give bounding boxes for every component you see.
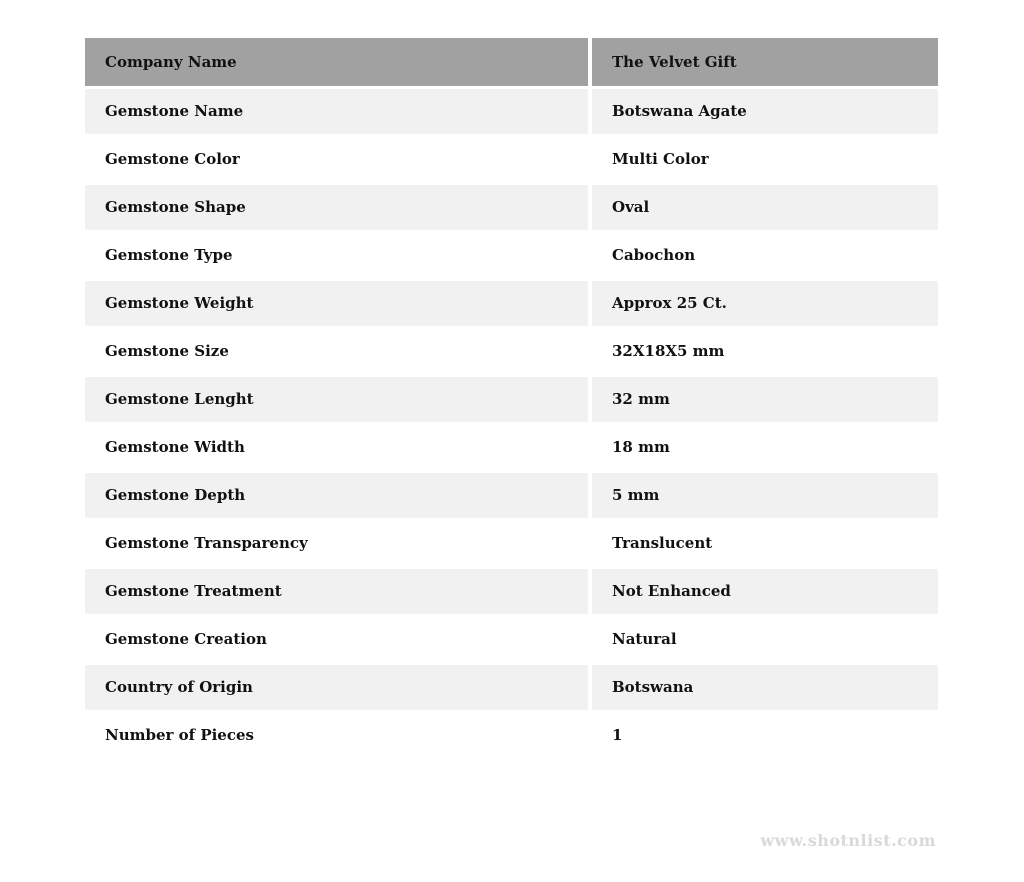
table-row	[85, 327, 938, 375]
row-label: Gemstone Type	[85, 231, 590, 279]
table-row	[85, 231, 938, 279]
row-value: 18 mm	[590, 423, 938, 471]
header-label-cell: Company Name	[85, 38, 590, 87]
row-label: Number of Pieces	[85, 711, 590, 759]
table-row	[85, 567, 938, 615]
row-label: Gemstone Transparency	[85, 519, 590, 567]
row-label: Gemstone Depth	[85, 471, 590, 519]
row-label: Gemstone Lenght	[85, 375, 590, 423]
header-value-cell: The Velvet Gift	[590, 38, 938, 87]
table-row	[85, 615, 938, 663]
table-row	[85, 87, 938, 135]
spec-table-container	[85, 38, 938, 761]
row-value: Botswana	[590, 663, 938, 711]
row-label: Country of Origin	[85, 663, 590, 711]
row-value: Botswana Agate	[590, 87, 938, 135]
row-value: Natural	[590, 615, 938, 663]
table-row	[85, 711, 938, 759]
row-label: Gemstone Shape	[85, 183, 590, 231]
row-value: 5 mm	[590, 471, 938, 519]
row-value: Oval	[590, 183, 938, 231]
row-value: 32X18X5 mm	[590, 327, 938, 375]
table-row	[85, 423, 938, 471]
table-row	[85, 519, 938, 567]
row-value: Cabochon	[590, 231, 938, 279]
row-value: Translucent	[590, 519, 938, 567]
gemstone-spec-table	[85, 38, 938, 761]
row-label: Gemstone Creation	[85, 615, 590, 663]
table-row	[85, 375, 938, 423]
table-header-row	[85, 38, 938, 87]
row-value: 1	[590, 711, 938, 759]
row-label: Gemstone Weight	[85, 279, 590, 327]
table-row	[85, 663, 938, 711]
row-value: Approx 25 Ct.	[590, 279, 938, 327]
watermark-text: www.shotnlist.com	[760, 831, 936, 850]
row-value: 32 mm	[590, 375, 938, 423]
table-row	[85, 135, 938, 183]
row-label: Gemstone Treatment	[85, 567, 590, 615]
table-row	[85, 279, 938, 327]
row-label: Gemstone Size	[85, 327, 590, 375]
row-value: Multi Color	[590, 135, 938, 183]
row-label: Gemstone Width	[85, 423, 590, 471]
row-value: Not Enhanced	[590, 567, 938, 615]
row-label: Gemstone Name	[85, 87, 590, 135]
table-row	[85, 183, 938, 231]
table-row	[85, 471, 938, 519]
row-label: Gemstone Color	[85, 135, 590, 183]
